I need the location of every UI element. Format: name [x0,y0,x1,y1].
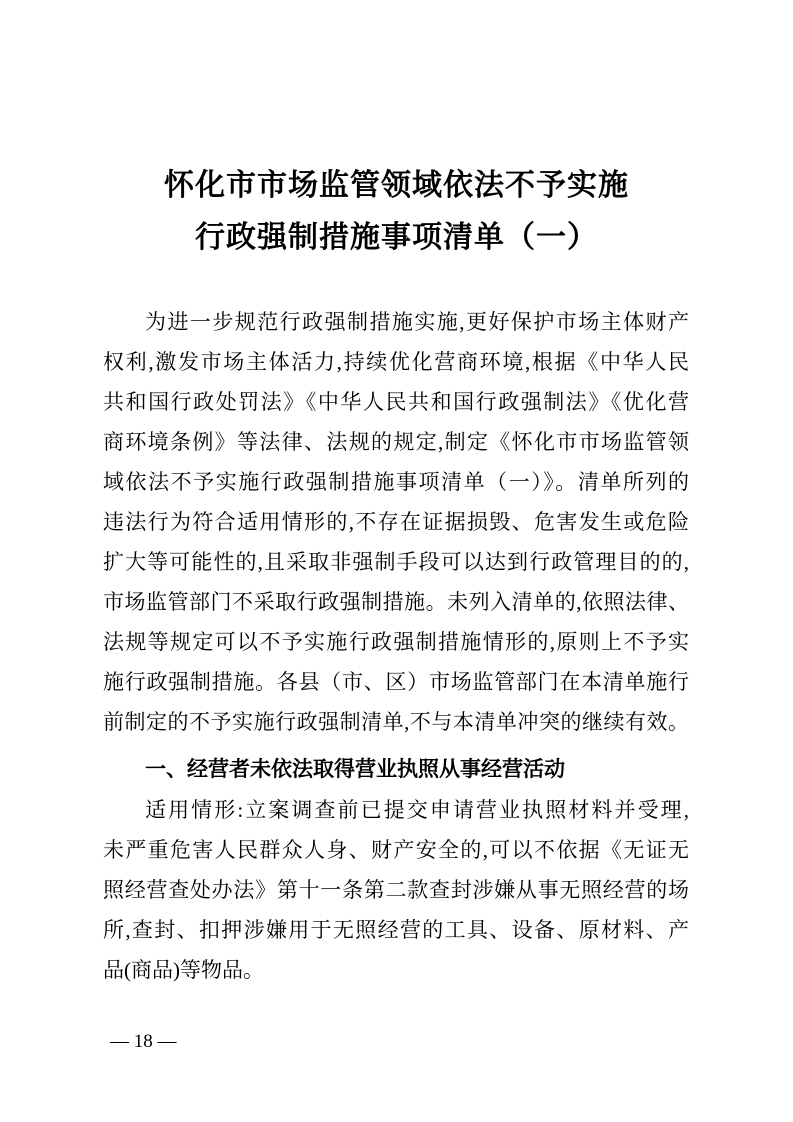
intro-line: 商环境条例》等法律、法规的规定,制定《怀化市市场监管领 [103,430,689,454]
section-1-heading: 一、经营者未依法取得营业执照从事经营活动 [145,758,565,781]
document-title-line-2: 行政强制措施事项清单（一） [195,221,598,254]
page-number: — 18 — [110,1031,177,1052]
intro-line: 共和国行政处罚法》《中华人民共和国行政强制法》《优化营 [103,390,689,414]
section-1-line: 未严重危害人民群众人身、财产安全的,可以不依据《无证无 [103,838,689,862]
document-body [103,302,689,990]
section-1-line: 品(商品)等物品。 [103,958,264,982]
document-title-line-1: 怀化市市场监管领域依法不予实施 [164,169,629,202]
section-1-paragraph [103,790,689,990]
section-1-line: 所,查封、扣押涉嫌用于无照经营的工具、设备、原材料、产 [103,918,689,942]
section-1-line: 照经营查处办法》第十一条第二款查封涉嫌从事无照经营的场 [103,878,689,902]
intro-line: 法规等规定可以不予实施行政强制措施情形的,原则上不予实 [103,630,689,654]
intro-line: 施行政强制措施。各县（市、区）市场监管部门在本清单施行 [103,670,689,694]
intro-line: 市场监管部门不采取行政强制措施。未列入清单的,依照法律、 [103,590,689,614]
intro-paragraph [103,302,689,742]
intro-line: 域依法不予实施行政强制措施事项清单（一）》。清单所列的 [103,470,689,494]
intro-line: 权利,激发市场主体活力,持续优化营商环境,根据《中华人民 [103,350,689,374]
document-title [0,160,793,264]
section-1-line: 适用情形:立案调查前已提交申请营业执照材料并受理, [145,798,689,822]
intro-line: 前制定的不予实施行政强制清单,不与本清单冲突的继续有效。 [103,710,689,734]
intro-line: 违法行为符合适用情形的,不存在证据损毁、危害发生或危险 [103,510,689,534]
intro-line: 扩大等可能性的,且采取非强制手段可以达到行政管理目的的, [103,550,689,574]
intro-line: 为进一步规范行政强制措施实施,更好保护市场主体财产 [145,310,689,334]
